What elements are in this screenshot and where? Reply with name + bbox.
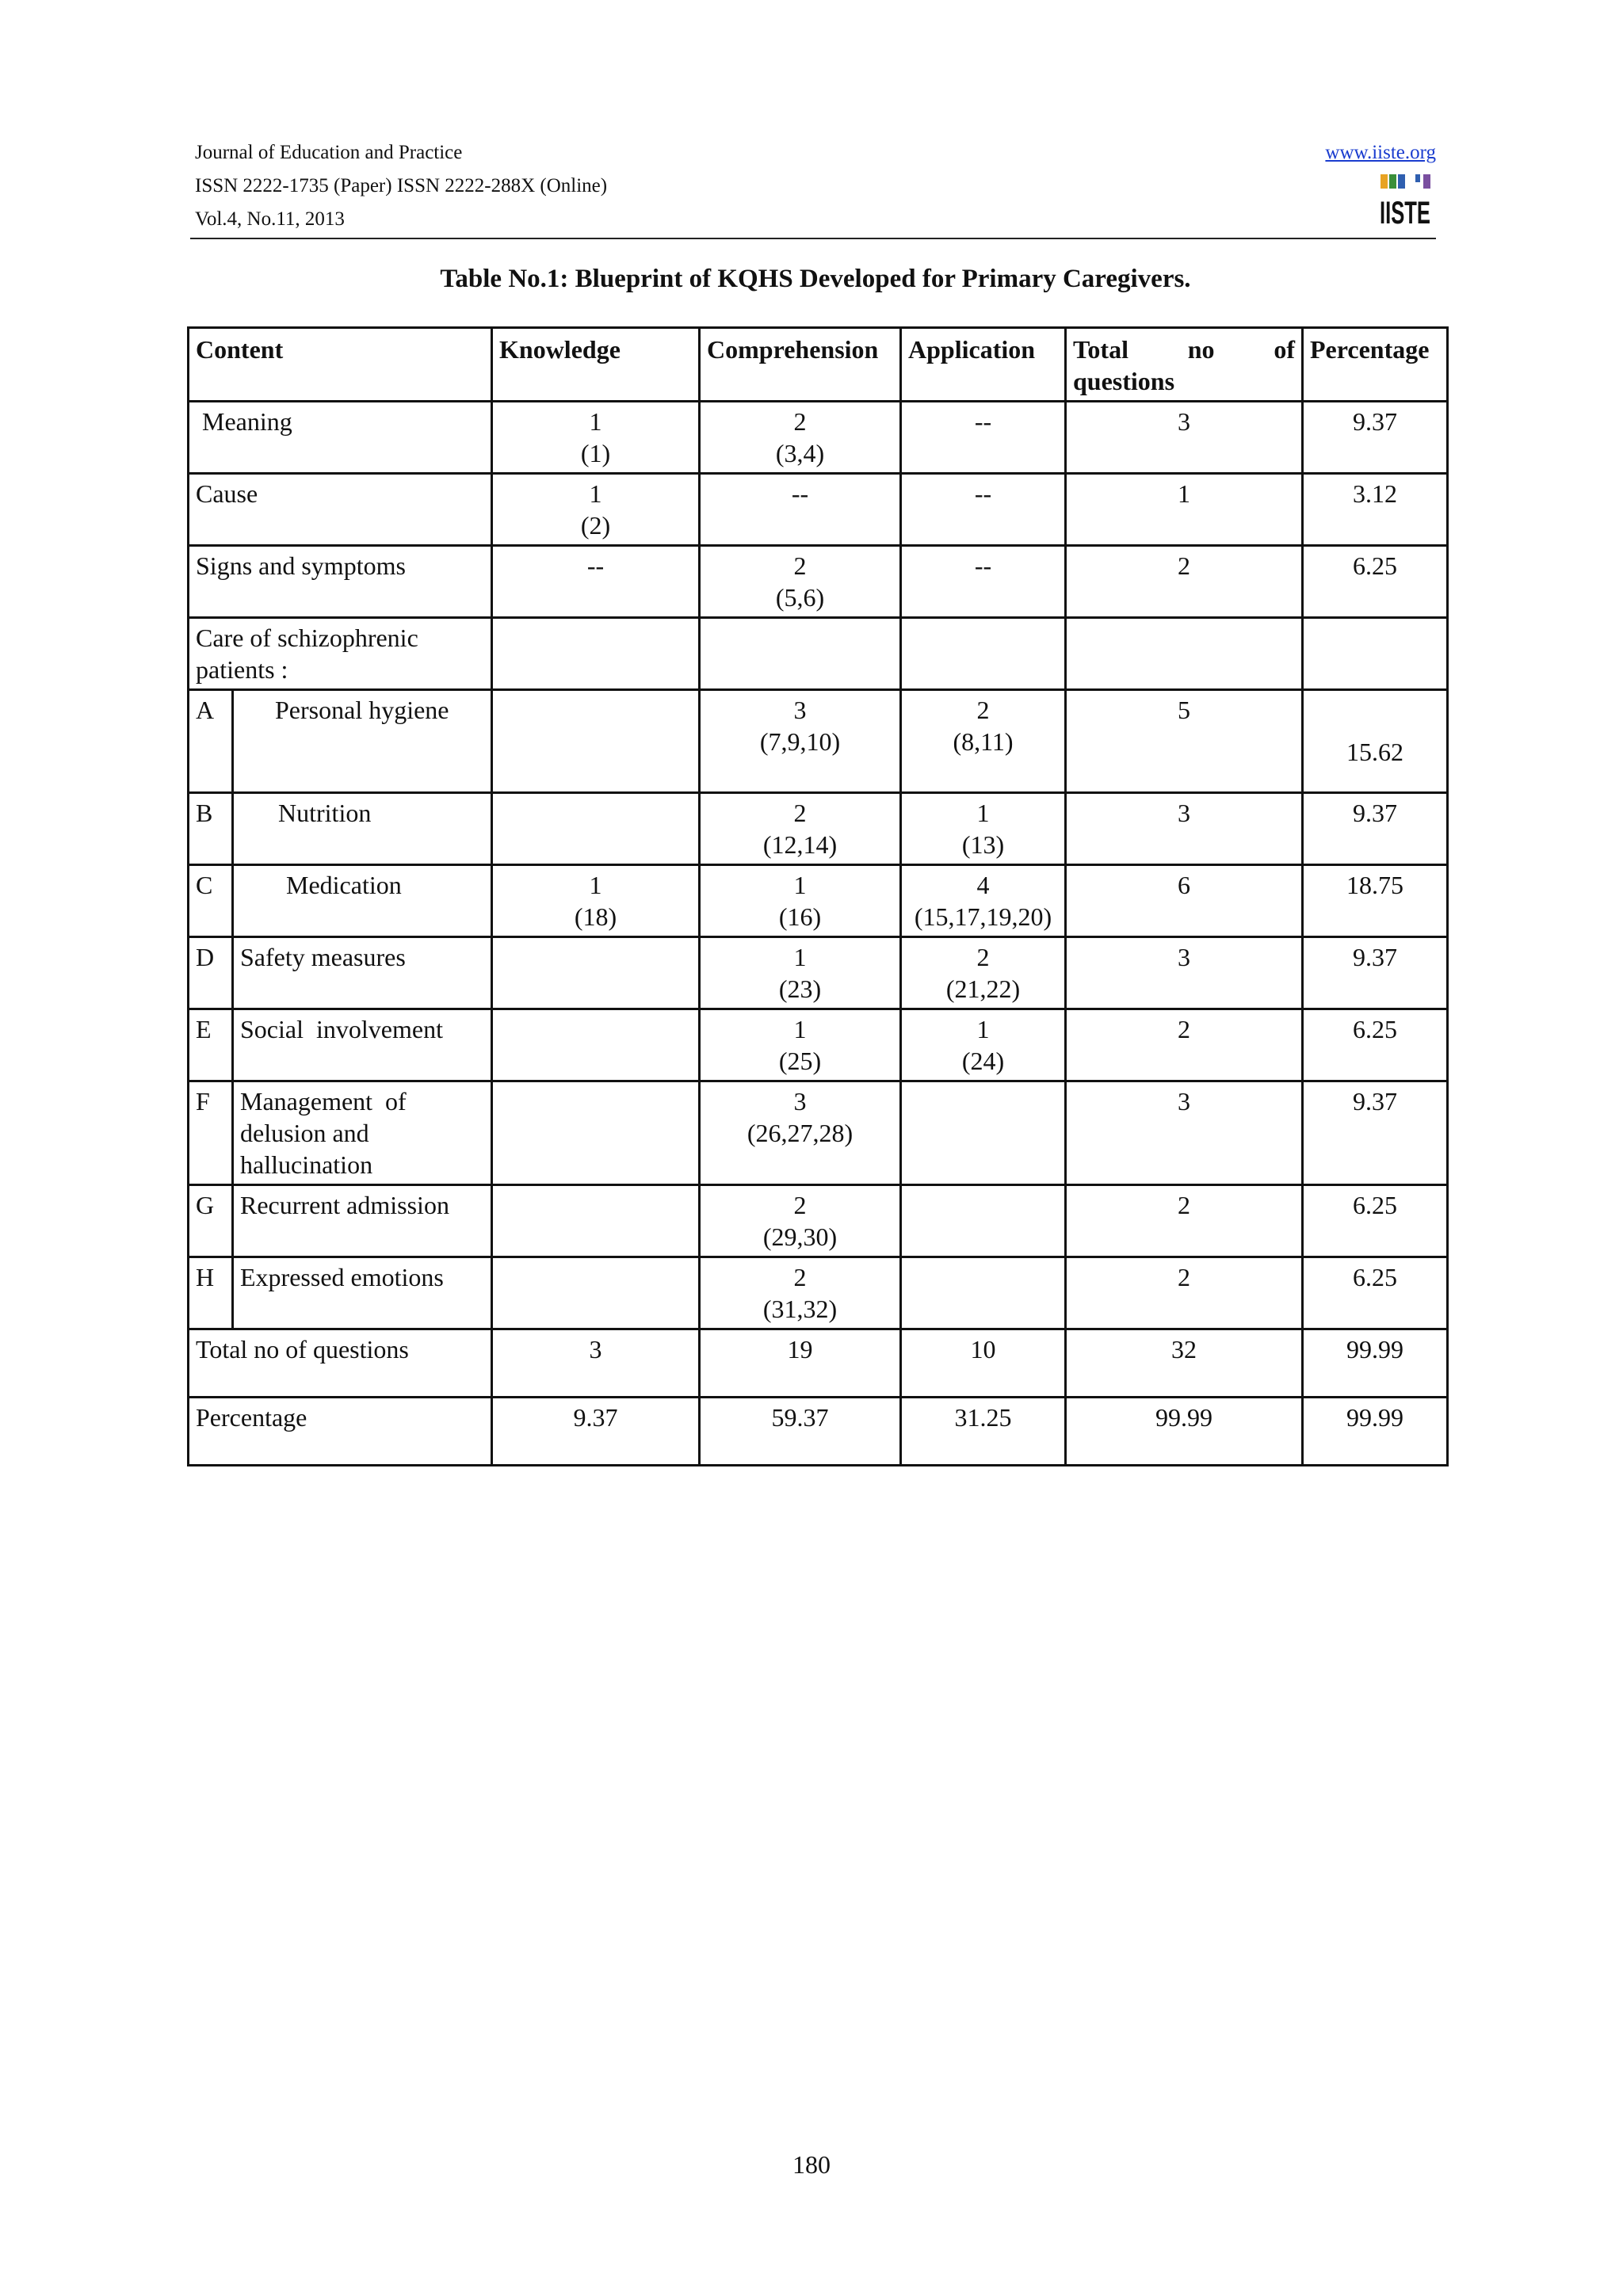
cell-total: 3 xyxy=(1066,937,1303,1009)
cell-comprehension: 1 (23) xyxy=(700,937,901,1009)
table-row xyxy=(189,474,1448,546)
cell-comprehension: 2 (29,30) xyxy=(700,1185,901,1257)
cell-total: 3 xyxy=(1066,1081,1303,1185)
cell-percentage: 6.25 xyxy=(1303,1185,1448,1257)
row-letter: F xyxy=(189,1081,233,1185)
cell-percentage: 3.12 xyxy=(1303,474,1448,546)
cell-percentage: 9.37 xyxy=(1303,402,1448,474)
cell-percentage: 18.75 xyxy=(1303,865,1448,937)
row-letter: H xyxy=(189,1257,233,1329)
cell-knowledge: -- xyxy=(492,546,700,618)
journal-header xyxy=(195,136,1436,236)
svg-text:IISTE: IISTE xyxy=(1380,196,1430,231)
row-content: Meaning xyxy=(189,402,492,474)
blueprint-table xyxy=(187,326,1449,1466)
table-row xyxy=(189,690,1448,793)
care-heading: Care of schizophrenic patients : xyxy=(189,618,492,690)
row-letter: C xyxy=(189,865,233,937)
cell-knowledge: 1 (1) xyxy=(492,402,700,474)
cell-comprehension: 1 (25) xyxy=(700,1009,901,1081)
cell-comprehension: 2 (12,14) xyxy=(700,793,901,865)
cell-percentage: 9.37 xyxy=(1303,793,1448,865)
percentage-knowledge: 9.37 xyxy=(492,1398,700,1466)
cell-total: 3 xyxy=(1066,793,1303,865)
totals-knowledge: 3 xyxy=(492,1329,700,1398)
totals-application: 10 xyxy=(901,1329,1066,1398)
cell-application: 4 (15,17,19,20) xyxy=(901,865,1066,937)
table-caption: Table No.1: Blueprint of KQHS Developed for Primary Caregivers. xyxy=(440,265,1191,293)
table-row xyxy=(189,402,1448,474)
cell-application: -- xyxy=(901,402,1066,474)
header-comprehension: Comprehension xyxy=(700,328,901,402)
header-percentage: Percentage xyxy=(1303,328,1448,402)
page-number: 180 xyxy=(792,2150,831,2179)
cell-comprehension: 2 (5,6) xyxy=(700,546,901,618)
cell-comprehension: 3 (26,27,28) xyxy=(700,1081,901,1185)
header-knowledge: Knowledge xyxy=(492,328,700,402)
cell-application: -- xyxy=(901,546,1066,618)
cell-total: 1 xyxy=(1066,474,1303,546)
totals-label: Total no of questions xyxy=(189,1329,492,1398)
row-content: Personal hygiene xyxy=(233,690,492,793)
table-row xyxy=(189,546,1448,618)
row-letter: A xyxy=(189,690,233,793)
row-letter: E xyxy=(189,1009,233,1081)
journal-name: Journal of Education and Practice xyxy=(195,142,463,163)
cell-percentage: 6.25 xyxy=(1303,1009,1448,1081)
row-letter: D xyxy=(189,937,233,1009)
cell-comprehension: 3 (7,9,10) xyxy=(700,690,901,793)
cell-comprehension: -- xyxy=(700,474,901,546)
header-application: Application xyxy=(901,328,1066,402)
percentage-percentage: 99.99 xyxy=(1303,1398,1448,1466)
table-row xyxy=(189,1009,1448,1081)
cell-application: 1 (24) xyxy=(901,1009,1066,1081)
cell-total: 2 xyxy=(1066,1257,1303,1329)
totals-total: 32 xyxy=(1066,1329,1303,1398)
cell-application: -- xyxy=(901,474,1066,546)
row-letter: B xyxy=(189,793,233,865)
row-content: Recurrent admission xyxy=(233,1185,492,1257)
table-row xyxy=(189,1185,1448,1257)
cell-application: 2 (21,22) xyxy=(901,937,1066,1009)
percentage-row xyxy=(189,1398,1448,1466)
table-header-row xyxy=(189,328,1448,402)
table-row xyxy=(189,865,1448,937)
iiste-logo xyxy=(1377,171,1433,231)
header-total-questions: Total no of questions xyxy=(1066,328,1303,402)
row-content: Management of delusion and hallucination xyxy=(233,1081,492,1185)
cell-comprehension: 2 (3,4) xyxy=(700,402,901,474)
header-content: Content xyxy=(189,328,492,402)
journal-website-link[interactable]: www.iiste.org xyxy=(1325,142,1436,163)
cell-application: 1 (13) xyxy=(901,793,1066,865)
cell-percentage: 6.25 xyxy=(1303,546,1448,618)
table-row xyxy=(189,1257,1448,1329)
journal-issn: ISSN 2222-1735 (Paper) ISSN 2222-288X (Online) xyxy=(195,175,608,196)
table-row xyxy=(189,793,1448,865)
percentage-total: 99.99 xyxy=(1066,1398,1303,1466)
cell-total: 2 xyxy=(1066,1185,1303,1257)
row-content: Social involvement xyxy=(233,1009,492,1081)
cell-percentage: 9.37 xyxy=(1303,937,1448,1009)
cell-total: 2 xyxy=(1066,1009,1303,1081)
cell-percentage: 15.62 xyxy=(1303,690,1448,793)
cell-total: 6 xyxy=(1066,865,1303,937)
cell-percentage: 9.37 xyxy=(1303,1081,1448,1185)
cell-total: 5 xyxy=(1066,690,1303,793)
header-rule xyxy=(190,238,1436,239)
totals-row xyxy=(189,1329,1448,1398)
totals-comprehension: 19 xyxy=(700,1329,901,1398)
table-row xyxy=(189,1081,1448,1185)
row-content: Nutrition xyxy=(233,793,492,865)
cell-comprehension: 2 (31,32) xyxy=(700,1257,901,1329)
cell-total: 2 xyxy=(1066,546,1303,618)
care-heading-row xyxy=(189,618,1448,690)
cell-percentage: 6.25 xyxy=(1303,1257,1448,1329)
row-content: Cause xyxy=(189,474,492,546)
totals-percentage: 99.99 xyxy=(1303,1329,1448,1398)
cell-total: 3 xyxy=(1066,402,1303,474)
percentage-label: Percentage xyxy=(189,1398,492,1466)
row-content: Expressed emotions xyxy=(233,1257,492,1329)
table-row xyxy=(189,937,1448,1009)
cell-knowledge: 1 (18) xyxy=(492,865,700,937)
row-letter: G xyxy=(189,1185,233,1257)
row-content: Safety measures xyxy=(233,937,492,1009)
cell-application: 2 (8,11) xyxy=(901,690,1066,793)
journal-volume: Vol.4, No.11, 2013 xyxy=(195,208,345,230)
cell-knowledge: 1 (2) xyxy=(492,474,700,546)
row-content: Signs and symptoms xyxy=(189,546,492,618)
percentage-application: 31.25 xyxy=(901,1398,1066,1466)
row-content: Medication xyxy=(233,865,492,937)
percentage-comprehension: 59.37 xyxy=(700,1398,901,1466)
cell-comprehension: 1 (16) xyxy=(700,865,901,937)
